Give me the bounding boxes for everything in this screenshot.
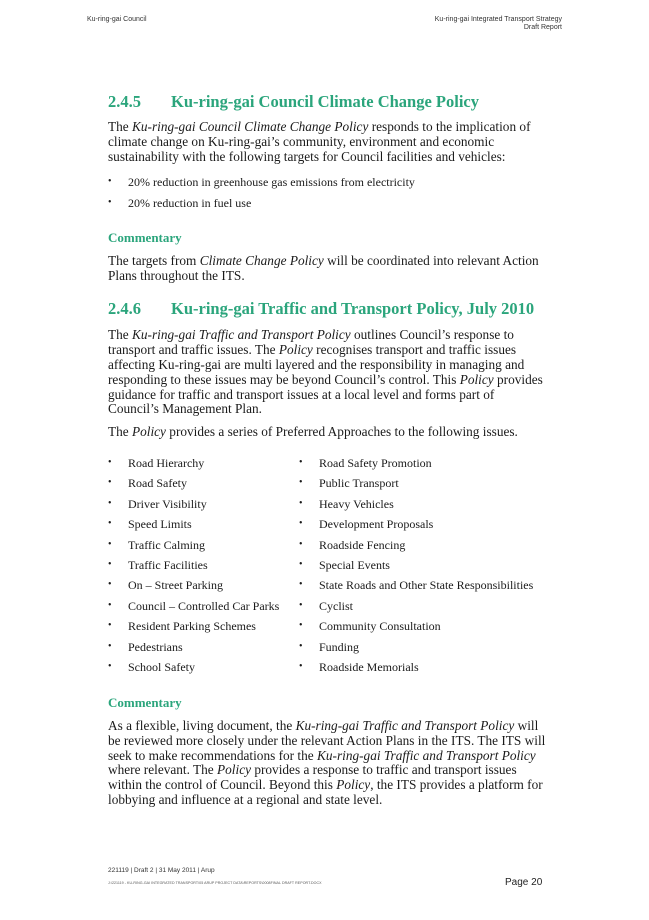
page-content — [108, 92, 548, 808]
bullet-icon: • — [108, 196, 112, 208]
list-item: • Traffic Calming — [108, 537, 205, 552]
list-item: • Cyclist — [299, 598, 354, 613]
bullet-icon: • — [299, 457, 303, 469]
bullet-icon: • — [299, 559, 303, 571]
footer-file-path: J:\221119 - KU-RING-GAI INTEGRATED TRANSPORT\05 ARUP PROJECT DATA\REPORTS\0008FINAL DRAFT REPORT.DOCX — [108, 881, 322, 885]
list-item: • 20% reduction in greenhouse gas emissions from electricity — [108, 175, 415, 190]
bullet-icon: • — [108, 660, 112, 672]
bullet-icon: • — [299, 579, 303, 591]
bullet-icon: • — [108, 538, 112, 550]
preferred-approaches-paragraph: The Policy provides a series of Preferred Approaches to the following issues. — [108, 424, 518, 440]
list-item: • Road Hierarchy — [108, 456, 205, 471]
bullet-icon: • — [108, 599, 112, 611]
bullet-icon: • — [108, 579, 112, 591]
header-left: Ku-ring-gai Council — [87, 16, 147, 23]
bullet-icon: • — [299, 640, 303, 652]
section-number: 2.4.6 — [108, 299, 141, 319]
bullet-icon: • — [108, 518, 112, 530]
climate-intro-paragraph: The Ku-ring-gai Council Climate Change Policy responds to the implication of climate change on Ku-ring-gai’s community, environment and economic sustainability with the following targets for Council facilities and vehicles: — [108, 119, 531, 164]
list-item: • On – Street Parking — [108, 578, 223, 593]
list-item: • Roadside Fencing — [299, 537, 406, 552]
bullet-icon: • — [108, 457, 112, 469]
list-item: • Funding — [299, 639, 360, 654]
section-number: 2.4.5 — [108, 92, 141, 111]
list-item: • School Safety — [108, 659, 195, 674]
list-item: • 20% reduction in fuel use — [108, 195, 252, 210]
list-item: • Road Safety Promotion — [299, 456, 432, 471]
list-item: • Special Events — [299, 558, 390, 573]
header-right-subtitle: Draft Report — [523, 24, 562, 31]
bullet-icon: • — [299, 660, 303, 672]
bullet-icon: • — [299, 538, 303, 550]
list-item: • Heavy Vehicles — [299, 496, 394, 511]
commentary-heading: Commentary — [108, 694, 182, 710]
traffic-commentary-paragraph: As a flexible, living document, the Ku-ring-gai Traffic and Transport Policy will be reviewed more closely under the relevant Action Plans in the ITS. The ITS will seek to make recommendations for the Ku-ring-gai Traffic and Transport Policy where relevant. The Policy provides a response to traffic and transport issues within the control of Council. Beyond this Policy, the ITS provides a platform for lobbying and influence at a regional and state level. — [108, 717, 546, 807]
bullet-icon: • — [299, 497, 303, 509]
list-item: • Pedestrians — [108, 639, 183, 654]
commentary-heading: Commentary — [108, 229, 182, 245]
list-item: • Development Proposals — [299, 517, 434, 532]
bullet-icon: • — [108, 620, 112, 632]
section-heading-246 — [108, 299, 548, 319]
issues-list — [108, 456, 548, 674]
bullet-icon: • — [299, 477, 303, 489]
page-number: Page 20 — [505, 877, 543, 888]
climate-commentary-paragraph: The targets from Climate Change Policy will be coordinated into relevant Action Plans throughout the ITS. — [108, 252, 539, 283]
section-title: Ku-ring-gai Traffic and Transport Policy, July 2010 — [171, 299, 535, 319]
list-item: • Council – Controlled Car Parks — [108, 598, 280, 613]
list-item: • Public Transport — [299, 476, 399, 491]
list-item: • Roadside Memorials — [299, 659, 419, 674]
section-title: Ku-ring-gai Council Climate Change Policy — [171, 92, 479, 111]
header-right — [435, 16, 562, 32]
bullet-icon: • — [108, 477, 112, 489]
bullet-icon: • — [299, 599, 303, 611]
bullet-icon: • — [299, 620, 303, 632]
climate-targets-list — [108, 175, 548, 210]
bullet-icon: • — [108, 640, 112, 652]
bullet-icon: • — [299, 518, 303, 530]
bullet-icon: • — [108, 176, 112, 188]
bullet-icon: • — [108, 497, 112, 509]
section-heading-245 — [108, 92, 548, 112]
footer-meta: 221119 | Draft 2 | 31 May 2011 | Arup — [108, 867, 215, 874]
list-item: • State Roads and Other State Responsibilities — [299, 578, 534, 593]
list-item: • Road Safety — [108, 476, 187, 491]
list-item: • Traffic Facilities — [108, 558, 208, 573]
header-right-title: Ku-ring-gai Integrated Transport Strategy — [434, 16, 562, 23]
traffic-intro-paragraph: The Ku-ring-gai Traffic and Transport Policy outlines Council’s response to transport and traffic issues. The Policy recognises transport and traffic issues affecting Ku-ring-gai are multi layered and the responsibility in managing and responding to these issues may be beyond Council’s control. This Policy provides guidance for traffic and transport issues at a local level and forms part of Council’s Management Plan. — [108, 327, 543, 417]
bullet-icon: • — [108, 559, 112, 571]
list-item: • Driver Visibility — [108, 496, 207, 511]
list-item: • Resident Parking Schemes — [108, 619, 256, 634]
list-item: • Speed Limits — [108, 517, 192, 532]
list-item: • Community Consultation — [299, 619, 441, 634]
